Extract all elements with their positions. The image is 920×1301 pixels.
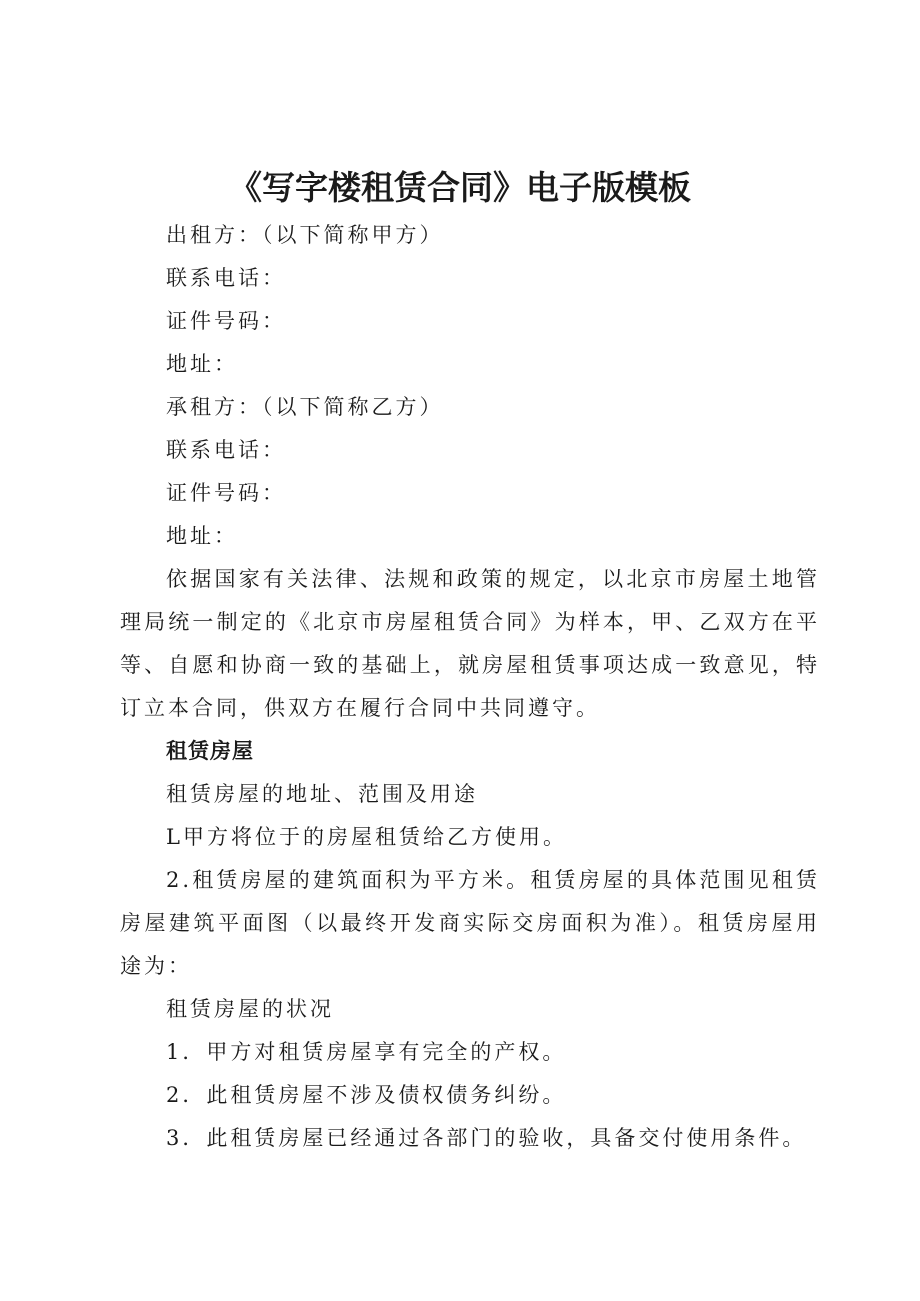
lessor-id-number: 证件号码： [166,309,286,333]
sub-heading-premises-status: 租赁房屋的状况 [166,997,334,1021]
status-item-2: 2．此租赁房屋不涉及债权债务纠纷。 [166,1083,567,1107]
lessee-address: 地址： [166,524,238,548]
clause-item-1: L甲方将位于的房屋租赁给乙方使用。 [166,825,567,849]
lessor-label: 出租方：（以下简称甲方） [166,223,444,247]
sub-heading-address-scope: 租赁房屋的地址、范围及用途 [166,782,478,806]
lessor-phone: 联系电话： [166,266,286,290]
document-title: 《写字楼租赁合同》电子版模板 [229,168,691,207]
clause-item-2: 2.租赁房屋的建筑面积为平方米。租赁房屋的具体范围见租赁房屋建筑平面图（以最终开发商实际交房面积为准）。租赁房屋用途为： [120,868,820,978]
section-heading-leased-premises: 租赁房屋 [166,739,254,763]
lessee-label: 承租方：（以下简称乙方） [166,395,444,419]
lessee-id-number: 证件号码： [166,481,286,505]
document-body [120,214,820,1160]
preamble-paragraph: 依据国家有关法律、法规和政策的规定，以北京市房屋土地管理局统一制定的《北京市房屋租赁合同》为样本，甲、乙双方在平等、自愿和协商一致的基础上，就房屋租赁事项达成一致意见，特订立本合同，供双方在履行合同中共同遵守。 [120,567,820,720]
status-item-3: 3．此租赁房屋已经通过各部门的验收，具备交付使用条件。 [166,1126,807,1150]
lessee-phone: 联系电话： [166,438,286,462]
lessor-address: 地址： [166,352,238,376]
status-item-1: 1．甲方对租赁房屋享有完全的产权。 [166,1040,567,1064]
